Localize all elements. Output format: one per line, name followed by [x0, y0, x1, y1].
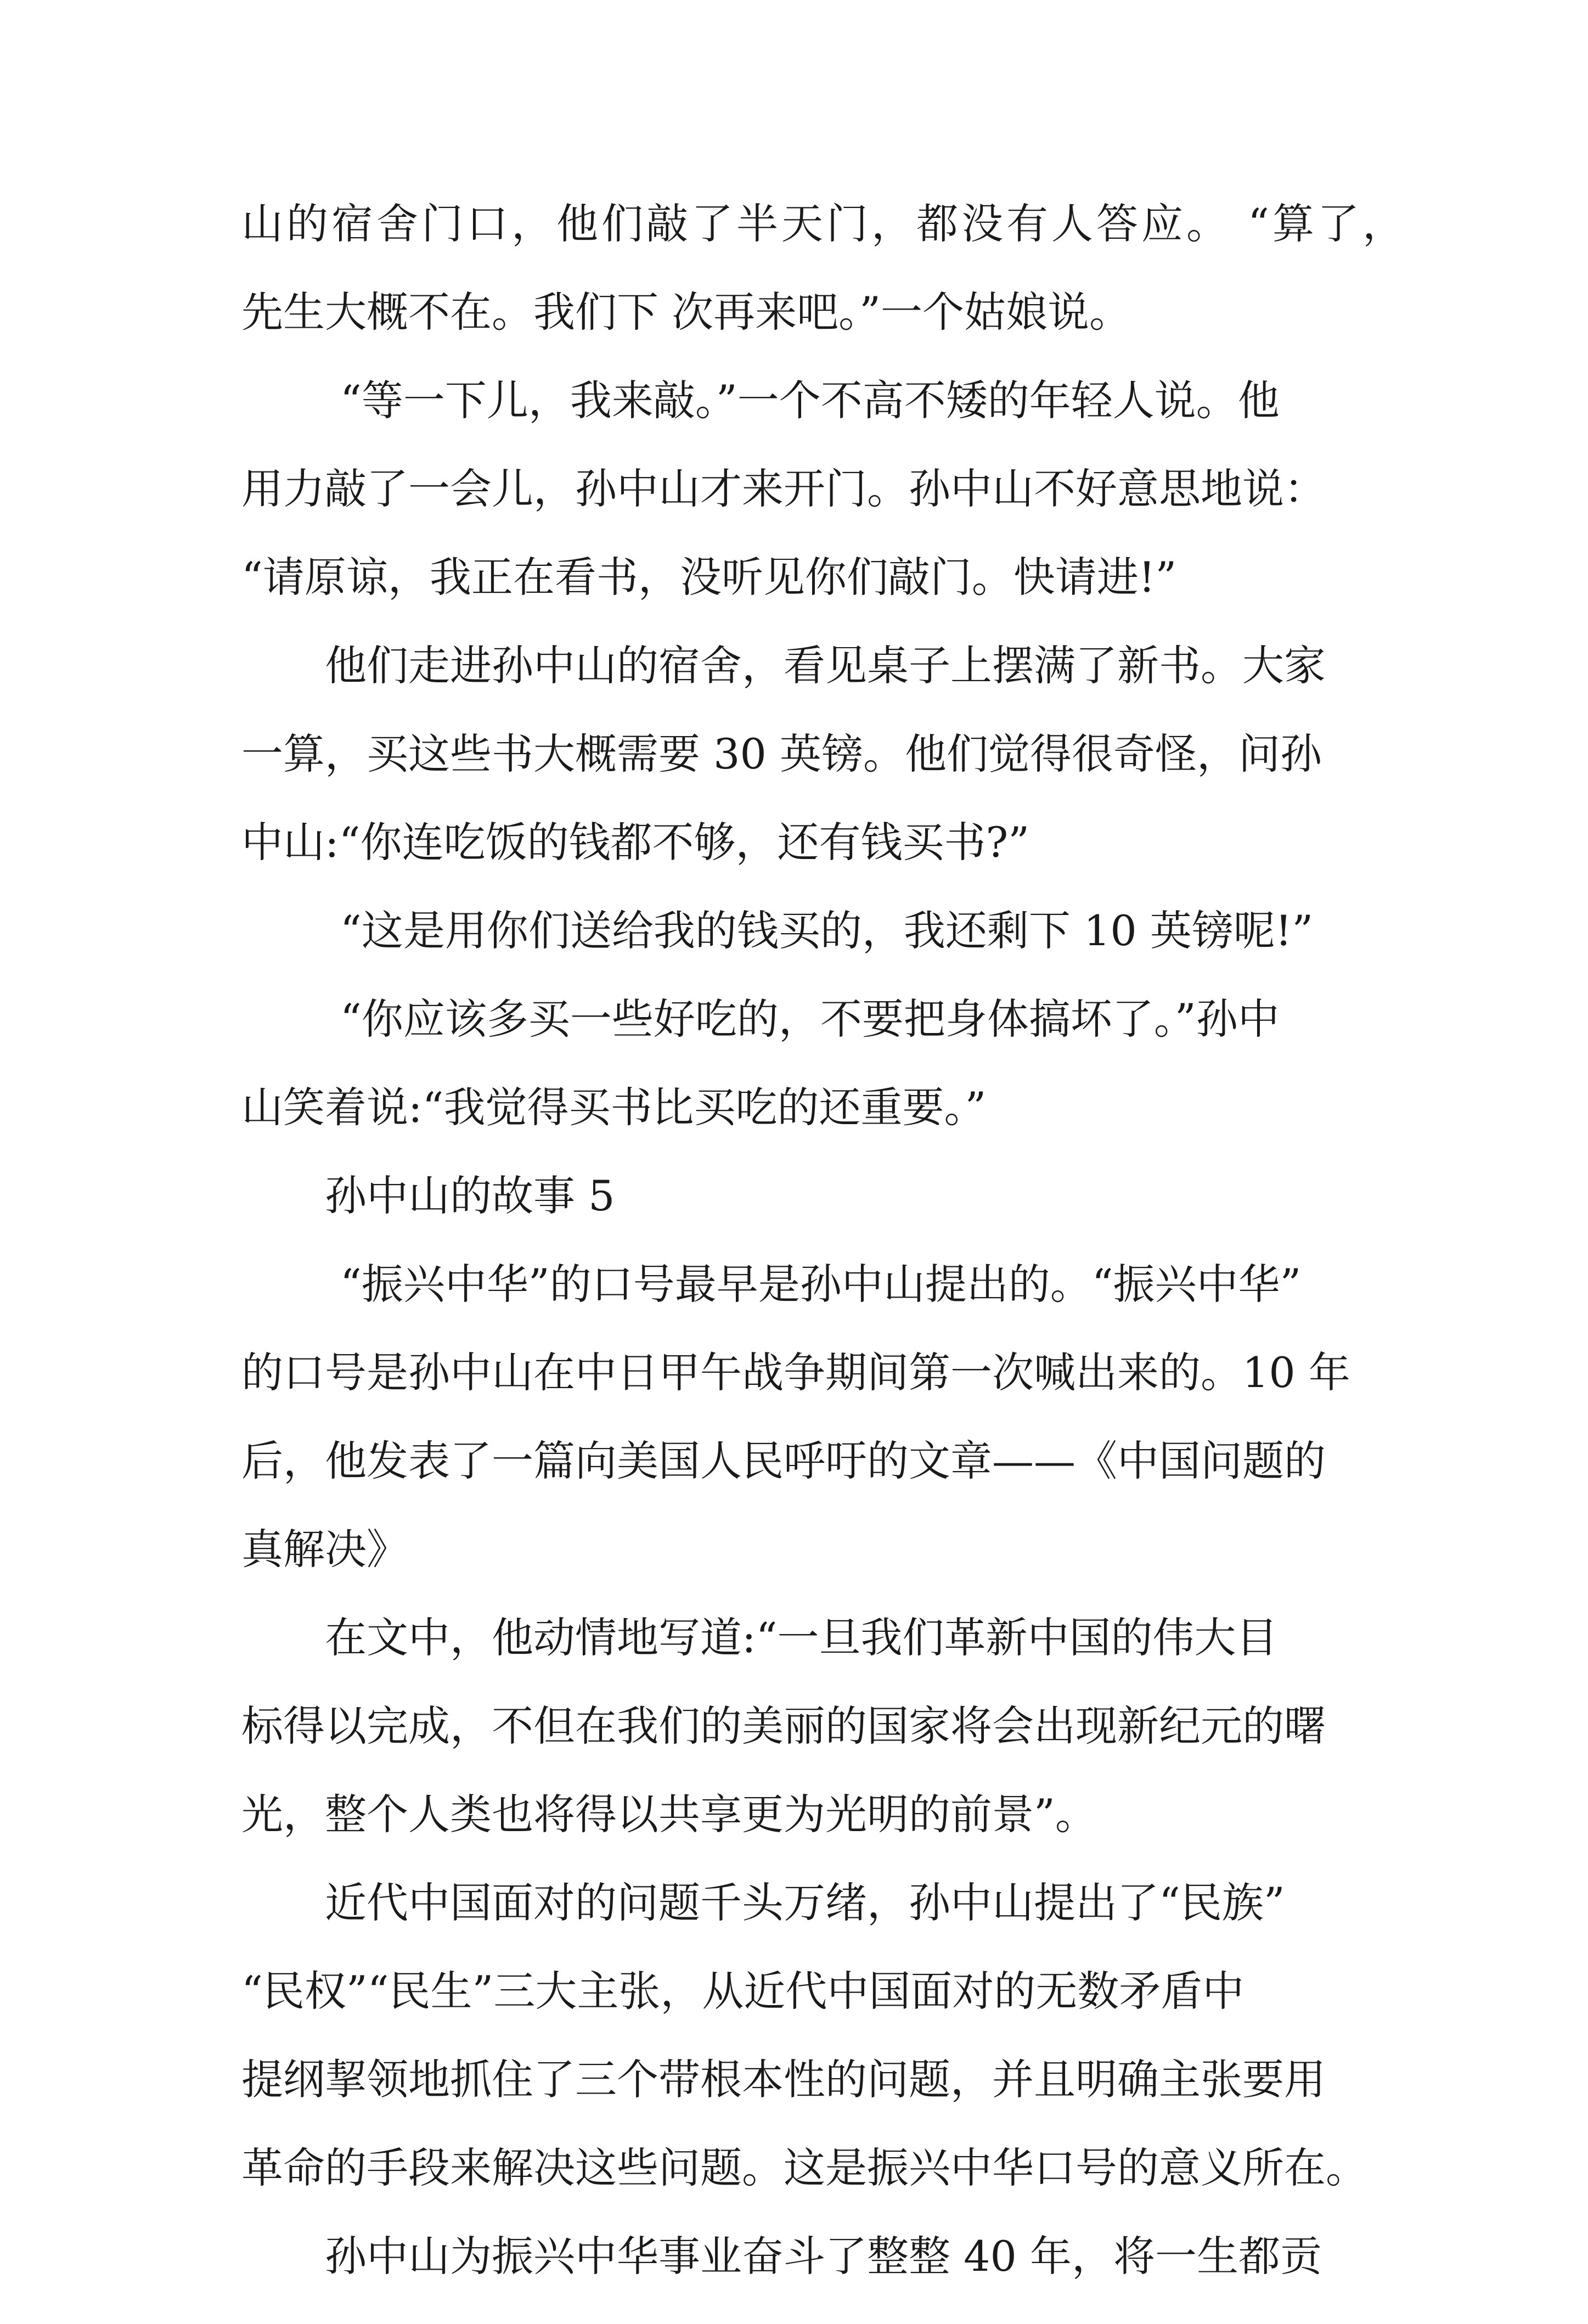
- text-line: 提纲挈领地抓住了三个带根本性的问题，并且明确主张要用: [241, 2055, 1326, 2104]
- text-line: 标得以完成，不但在我们的美丽的国家将会出现新纪元的曙: [241, 1702, 1326, 1750]
- text-line: 孙中山为振兴中华事业奋斗了整整 40 年，将一生都贡: [325, 2232, 1322, 2281]
- text-line: 真解决》: [241, 1525, 408, 1574]
- text-line: 的口号是孙中山在中日甲午战争期间第一次喊出来的。10 年: [241, 1348, 1350, 1397]
- text-line: 他们走进孙中山的宿舍，看见桌子上摆满了新书。大家: [325, 641, 1326, 690]
- body-text: [241, 199, 1408, 2324]
- text-line: 用力敲了一会儿，孙中山才来开门。孙中山不好意思地说：: [241, 464, 1326, 513]
- text-line: “等一下儿，我来敲。”一个不高不矮的年轻人说。他: [340, 376, 1280, 425]
- text-line: “民权”“民生”三大主张，从近代中国面对的无数矛盾中: [241, 1967, 1245, 2016]
- text-line: “请原谅，我正在看书，没听见你们敲门。快请进!”: [241, 553, 1177, 602]
- text-line: 后，他发表了一篇向美国人民呼吁的文章——《中国问题的: [241, 1436, 1326, 1485]
- text-line: 先生大概不在。我们下 次再来吧。”一个姑娘说。: [241, 288, 1131, 336]
- text-line: “振兴中华”的口号最早是孙中山提出的。“振兴中华”: [340, 1260, 1302, 1309]
- text-line: 山的宿舍门口，他们敲了半天门，都没有人答应。 “算了，: [241, 199, 1408, 248]
- text-line: 近代中国面对的问题千头万绪，孙中山提出了“民族”: [325, 1878, 1285, 1927]
- text-line: “你应该多买一些好吃的，不要把身体搞坏了。”孙中: [340, 995, 1280, 1043]
- text-line: 光，整个人类也将得以共享更为光明的前景”。: [241, 1790, 1097, 1839]
- text-line: 中山:“你连吃饭的钱都不够，还有钱买书?”: [241, 818, 1030, 867]
- text-line: 革命的手段来解决这些问题。这是振兴中华口号的意义所在。: [241, 2143, 1367, 2192]
- section-heading: 孙中山的故事 5: [325, 1171, 615, 1220]
- text-line: 在文中，他动情地写道:“一旦我们革新中国的伟大目: [325, 1613, 1278, 1662]
- text-line: 山笑着说:“我觉得买书比买吃的还重要。”: [241, 1083, 987, 1132]
- text-line: “这是用你们送给我的钱买的，我还剩下 10 英镑呢!”: [340, 906, 1314, 955]
- text-line: 一算，买这些书大概需要 30 英镑。他们觉得很奇怪，问孙: [241, 729, 1322, 778]
